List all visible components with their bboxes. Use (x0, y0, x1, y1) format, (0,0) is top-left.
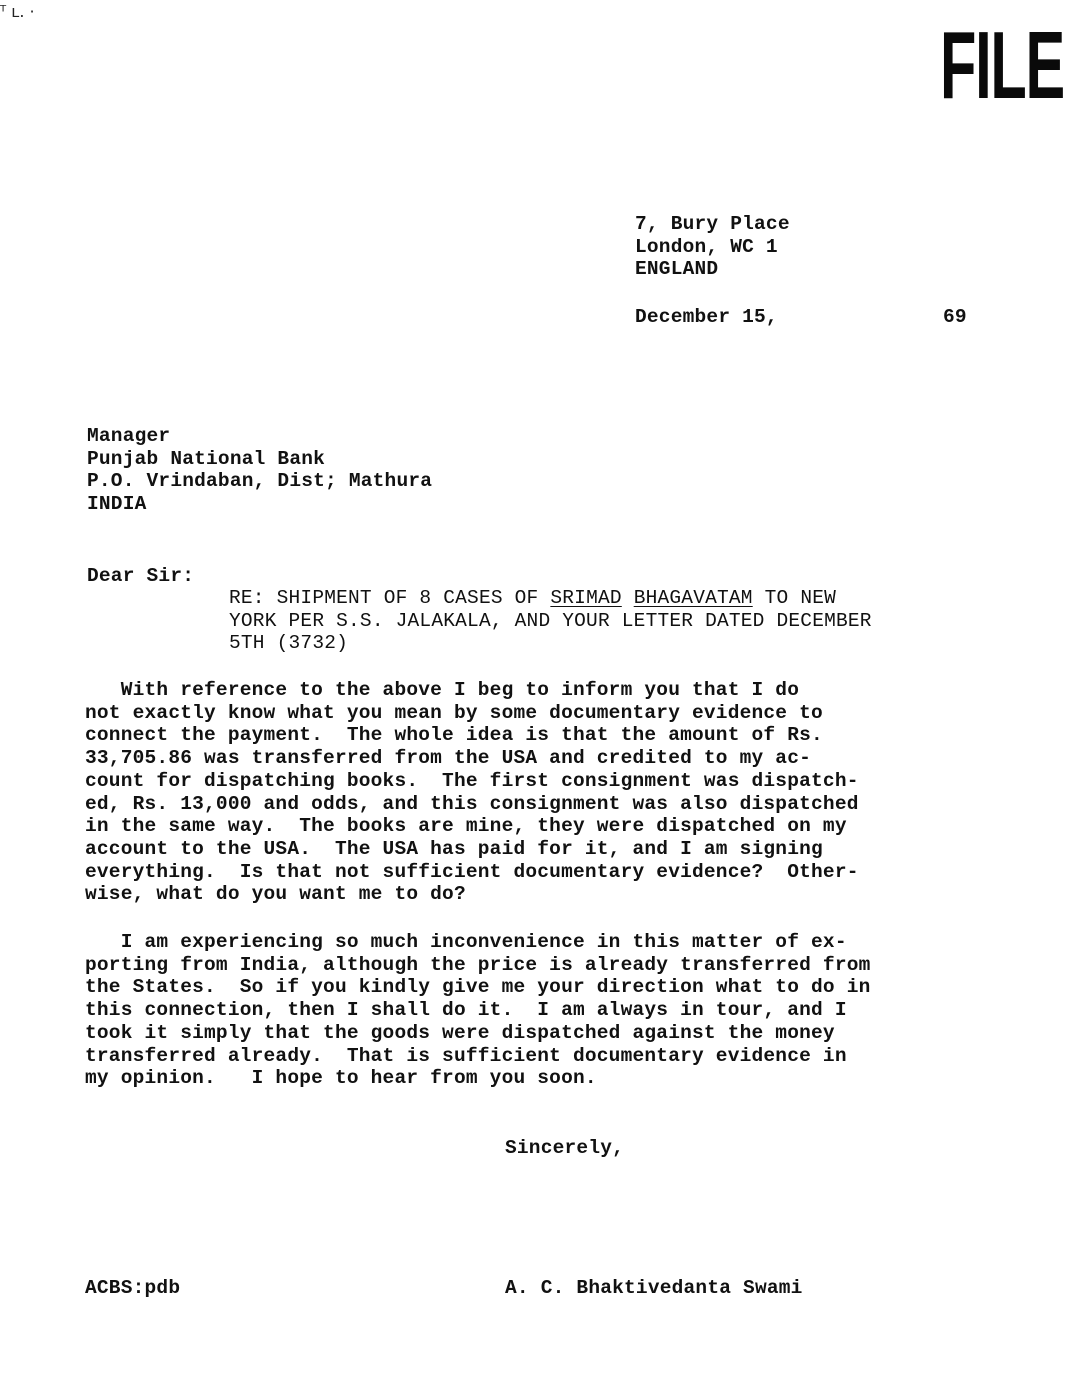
body-paragraph-1: With reference to the above I beg to inform you that I do not exactly know what you mean by some documentary evidence to connect the payment. The whole idea is that the amount of Rs. 33,705.86 was transferred from the USA and credited to my ac- count for dispatching books. The first consignment was dispatch- ed, Rs. 13,000 and odds, and this consignment was also dispatched in the same way. The books are mine, they were dispatched on my account to the USA. The USA has paid for it, and I am signing everything. Is that not sufficient documentary evidence? Other- wise, what do you want me to do? (85, 679, 859, 906)
body-paragraph-2: I am experiencing so much inconvenience in this matter of ex- porting from India, although the price is already transferred from the States. So if you kindly give me your direction what to do in this connection, then I shall do it. I am always in tour, and I took it simply that the goods were dispatched against the money transferred already. That is sufficient documentary evidence in my opinion. I hope to hear from you soon. (85, 931, 871, 1090)
reference-initials: ACBS:pdb (85, 1277, 181, 1299)
address-line: London, WC 1 (635, 235, 778, 258)
signer-name: A. C. Bhaktivedanta Swami (505, 1277, 803, 1299)
letter-date (635, 306, 975, 330)
recipient-line: INDIA (87, 493, 147, 516)
recipient-line: P.O. Vrindaban, Dist; Mathura (87, 470, 433, 493)
address-line: ENGLAND (635, 258, 719, 281)
subject-title-srimad: SRIMAD (550, 587, 622, 609)
salutation: Dear Sir: (87, 565, 195, 587)
subject-suffix: TO NEW YORK PER S.S. JALAKALA, AND YOUR LETTER DATED DECEMBER 5TH (3732) (229, 587, 872, 655)
subject-line (229, 587, 872, 655)
address-line: 7, Bury Place (635, 213, 790, 235)
corner-marks: ᵀ ʟ. · (0, 2, 35, 21)
sender-address (635, 213, 790, 281)
file-stamp: FILE (940, 12, 1064, 119)
recipient-line: Punjab National Bank (87, 447, 326, 470)
subject-prefix: RE: SHIPMENT OF 8 CASES OF (229, 587, 551, 609)
recipient-address (87, 425, 432, 516)
date-year: 69 (943, 306, 967, 328)
closing: Sincerely, (505, 1137, 625, 1159)
date-month-day: December 15, (635, 306, 778, 328)
recipient-line: Manager (87, 425, 171, 447)
subject-title-bhagavatam: BHAGAVATAM (633, 587, 753, 609)
